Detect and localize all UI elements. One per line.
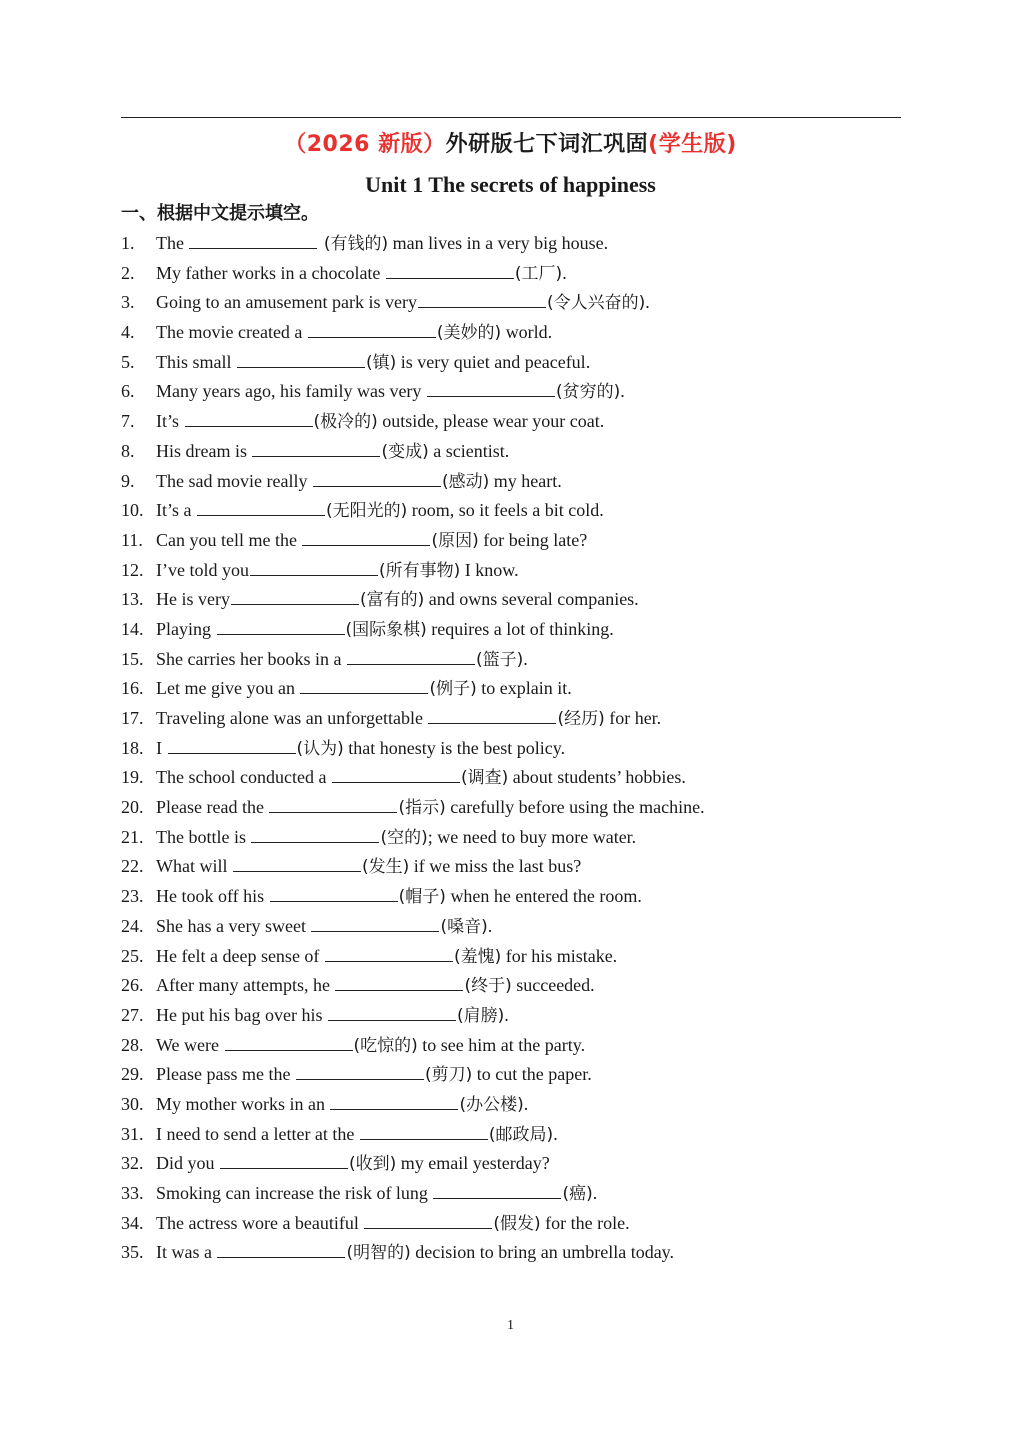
exercise-item [121,971,901,1001]
item-text-after: ; we need to buy more water. [427,826,637,847]
item-text-before: The bottle is [156,826,251,847]
chinese-hint: (发生) [361,857,410,878]
item-number: 11. [121,529,143,550]
exercise-item [121,734,901,764]
answer-blank[interactable] [332,766,460,783]
item-number: 16. [121,678,144,699]
item-number: 13. [121,589,144,610]
item-text-after: to see him at the party. [417,1034,586,1055]
chinese-hint: (邮政局) [488,1124,554,1145]
exercise-item [121,407,901,437]
answer-blank[interactable] [308,321,436,338]
item-text-after: that honesty is the best policy. [343,737,566,758]
answer-blank[interactable] [217,1241,345,1258]
item-text-after: for being late? [478,529,588,550]
item-text-before: The movie created a [156,322,307,343]
chinese-hint: (极冷的) [313,412,378,433]
chinese-hint: (明智的) [346,1243,411,1264]
item-text-before: I [156,737,167,758]
item-text-before: My mother works in an [156,1093,330,1114]
item-text-after: outside, please wear your coat. [377,411,605,432]
chinese-hint: (美妙的) [436,323,502,344]
item-number: 27. [121,1004,144,1025]
exercise-item [121,288,901,318]
answer-blank[interactable] [325,945,453,962]
exercise-item [121,793,901,823]
item-text-before: We were [156,1034,224,1055]
item-text-before: The [156,233,189,253]
item-number: 18. [121,737,144,758]
title-main: 外研版七下词汇巩固 [445,132,649,157]
item-number: 20. [121,797,144,818]
answer-blank[interactable] [313,470,441,487]
item-number: 25. [121,945,144,966]
answer-blank[interactable] [225,1034,353,1051]
exercise-item [121,526,901,556]
item-text-before: After many attempts, he [156,975,335,996]
chinese-hint: (令人兴奋的) [546,293,646,314]
item-text-after: man lives in a very big house. [388,233,609,253]
exercise-item [121,259,901,289]
exercise-item [121,1149,901,1179]
header-rule [121,117,901,118]
item-number: 5. [121,351,135,372]
chinese-hint: (剪刀) [424,1065,473,1086]
exercise-item [121,1209,901,1239]
chinese-hint: (终于) [464,976,512,997]
item-text-before: He is very [156,589,230,610]
item-text-after: my email yesterday? [396,1153,550,1174]
item-number: 12. [121,559,144,580]
item-text-before: I’ve told you [156,559,249,580]
exercise-item [121,556,901,586]
item-text-after: . [487,915,493,936]
item-number: 19. [121,767,144,788]
item-text-after: . [645,292,650,313]
item-number: 31. [121,1123,144,1144]
answer-blank[interactable] [231,588,359,605]
item-text-after: . [562,262,567,283]
item-number: 35. [121,1242,144,1263]
item-text-before: Can you tell me the [156,529,302,550]
item-text-before: It’s [156,411,184,432]
item-number: 34. [121,1212,144,1233]
answer-blank[interactable] [252,440,380,457]
item-text-after: requires a lot of thinking. [426,618,614,639]
exercise-item [121,496,901,526]
chinese-hint: (羞愧) [453,946,502,967]
item-number: 32. [121,1153,144,1174]
item-text-before: I need to send a letter at the [156,1123,359,1144]
item-text-before: The actress wore a beautiful [156,1212,364,1233]
item-number: 4. [121,322,135,343]
chinese-hint: (吃惊的) [353,1035,418,1056]
item-text-before: Many years ago, his family was very [156,381,426,402]
item-text-before: My father works in a chocolate [156,262,385,283]
item-number: 15. [121,648,144,669]
chinese-hint: (篮子) [475,649,524,670]
item-text-after: . [620,381,625,402]
item-text-after: is very quiet and peaceful. [396,351,591,372]
chinese-hint: (假发) [493,1213,541,1234]
exercise-item [121,585,901,615]
item-number: 21. [121,826,144,847]
exercise-item [121,377,901,407]
title-prefix: （2026 新版） [284,132,446,157]
item-text-after: to explain it. [476,678,572,699]
item-text-before: Traveling alone was an unforgettable [156,708,428,728]
exercise-item [121,645,901,675]
item-text-before: What will [156,856,232,877]
exercise-item [121,615,901,645]
document-title [0,127,1021,163]
chinese-hint: (癌) [562,1184,593,1204]
exercise-item [121,437,901,467]
exercise-item [121,1179,901,1209]
answer-blank[interactable] [347,648,475,665]
chinese-hint: (办公楼) [459,1094,524,1115]
chinese-hint: (指示) [398,798,446,819]
answer-blank[interactable] [197,499,325,516]
item-text-after: world. [501,322,553,343]
item-text-after: to cut the paper. [472,1064,592,1085]
item-number: 14. [121,618,144,639]
answer-blank[interactable] [296,1063,424,1080]
item-text-before: Please pass me the [156,1064,295,1085]
item-text-after: for her. [604,708,662,728]
answer-blank[interactable] [364,1212,492,1229]
item-text-after: . [553,1123,558,1144]
item-text-after: for the role. [540,1212,630,1233]
item-number: 3. [121,292,135,313]
exercise-item [121,1090,901,1120]
chinese-hint: (肩膀) [456,1005,505,1026]
answer-blank[interactable] [217,618,345,635]
answer-blank[interactable] [360,1123,488,1140]
answer-blank[interactable] [189,232,317,249]
item-text-after: room, so it feels a bit cold. [407,500,604,521]
answer-blank[interactable] [250,559,378,576]
exercise-item [121,467,901,497]
item-text-after: . [523,1093,529,1114]
chinese-hint: (贫穷的) [555,382,621,403]
exercise-item [121,1031,901,1061]
chinese-hint: (有钱的) [318,234,389,254]
chinese-hint: (空的) [380,827,428,848]
answer-blank[interactable] [428,707,556,724]
exercise-item [121,912,901,942]
item-text-before: The school conducted a [156,767,331,788]
item-text-after: . [523,648,528,669]
item-number: 9. [121,470,135,491]
chinese-hint: (所有事物) [378,560,461,581]
chinese-hint: (无阳光的) [326,501,408,522]
item-text-after: and owns several companies. [424,589,639,610]
item-text-after: if we miss the last bus? [409,856,582,877]
answer-blank[interactable] [185,410,313,427]
item-number: 23. [121,886,144,907]
exercise-item [121,1060,901,1090]
item-text-after: carefully before using the machine. [445,797,705,818]
item-text-before: Please read the [156,797,269,818]
item-text-after: . [504,1004,509,1025]
page-number: 1 [507,1318,514,1333]
item-text-before: Smoking can increase the risk of lung [156,1183,433,1203]
answer-blank[interactable] [237,351,365,368]
answer-blank[interactable] [335,974,463,991]
item-text-before: This small [156,351,236,372]
exercise-item [121,823,901,853]
exercise-item [121,942,901,972]
answer-blank[interactable] [328,1004,456,1021]
answer-blank[interactable] [302,529,430,546]
chinese-hint: (嗓音) [440,916,488,937]
answer-blank[interactable] [311,915,439,932]
exercise-item [121,1120,901,1150]
item-number: 26. [121,975,144,996]
item-text-after: . [592,1183,598,1203]
item-text-before: He put his bag over his [156,1004,327,1025]
exercise-item [121,763,901,793]
exercise-item [121,852,901,882]
exercise-item [121,1001,901,1031]
item-text-before: His dream is [156,440,252,461]
item-text-before: The sad movie really [156,470,312,491]
title-suffix: (学生版) [648,132,737,157]
exercise-item [121,318,901,348]
exercise-item [121,348,901,378]
answer-blank[interactable] [433,1182,561,1199]
section-heading: 一、根据中文提示填空。 [121,203,319,224]
exercise-item [121,704,901,734]
item-text-after: when he entered the room. [445,886,642,907]
chinese-hint: (收到) [349,1154,397,1175]
chinese-hint: (帽子) [398,887,446,908]
answer-blank[interactable] [269,796,397,813]
chinese-hint: (调查) [460,768,509,789]
item-text-after: for his mistake. [501,945,618,966]
item-number: 33. [121,1183,144,1203]
item-number: 29. [121,1064,144,1085]
chinese-hint: (富有的) [359,590,425,611]
item-text-after: about students’ hobbies. [508,767,686,788]
item-number: 1. [121,233,135,253]
item-text-before: She has a very sweet [156,915,311,936]
chinese-hint: (认为) [296,738,344,759]
answer-blank[interactable] [418,291,546,308]
item-number: 22. [121,856,144,877]
answer-blank[interactable] [270,885,398,902]
item-text-after: decision to bring an umbrella today. [410,1242,675,1263]
exercise-item [121,229,901,259]
unit-heading: Unit 1 The secrets of happiness [365,172,656,197]
chinese-hint: (国际象棋) [345,619,427,640]
answer-blank[interactable] [168,737,296,754]
answer-blank[interactable] [330,1093,458,1110]
answer-blank[interactable] [251,826,379,843]
chinese-hint: (例子) [429,679,477,700]
item-number: 17. [121,708,144,728]
item-text-after: my heart. [489,470,562,491]
item-text-after: I know. [460,559,519,580]
item-text-before: Let me give you an [156,678,300,699]
answer-blank[interactable] [427,380,555,397]
exercise-item [121,882,901,912]
answer-blank[interactable] [220,1152,348,1169]
exercise-item [121,1238,901,1268]
chinese-hint: (变成) [381,441,429,462]
item-text-before: Did you [156,1153,219,1174]
answer-blank[interactable] [233,855,361,872]
item-number: 6. [121,381,135,402]
item-text-before: It’s a [156,500,196,521]
item-text-before: Playing [156,618,216,639]
chinese-hint: (镇) [366,352,397,373]
item-text-before: Going to an amusement park is very [156,292,417,313]
answer-blank[interactable] [386,262,514,279]
item-text-after: succeeded. [511,975,595,996]
answer-blank[interactable] [300,677,428,694]
item-text-after: a scientist. [428,440,510,461]
chinese-hint: (经历) [557,709,605,729]
item-number: 8. [121,440,135,461]
item-text-before: She carries her books in a [156,648,346,669]
item-number: 2. [121,262,135,283]
item-number: 10. [121,500,144,521]
chinese-hint: (工厂) [514,263,563,284]
item-text-before: He took off his [156,886,269,907]
item-number: 7. [121,411,135,432]
chinese-hint: (感动) [441,471,490,492]
item-text-before: It was a [156,1242,217,1263]
item-number: 24. [121,915,144,936]
item-number: 28. [121,1034,144,1055]
exercise-item [121,674,901,704]
chinese-hint: (原因) [431,530,479,551]
item-number: 30. [121,1093,144,1114]
exercise-list [121,229,901,1268]
item-text-before: He felt a deep sense of [156,945,324,966]
